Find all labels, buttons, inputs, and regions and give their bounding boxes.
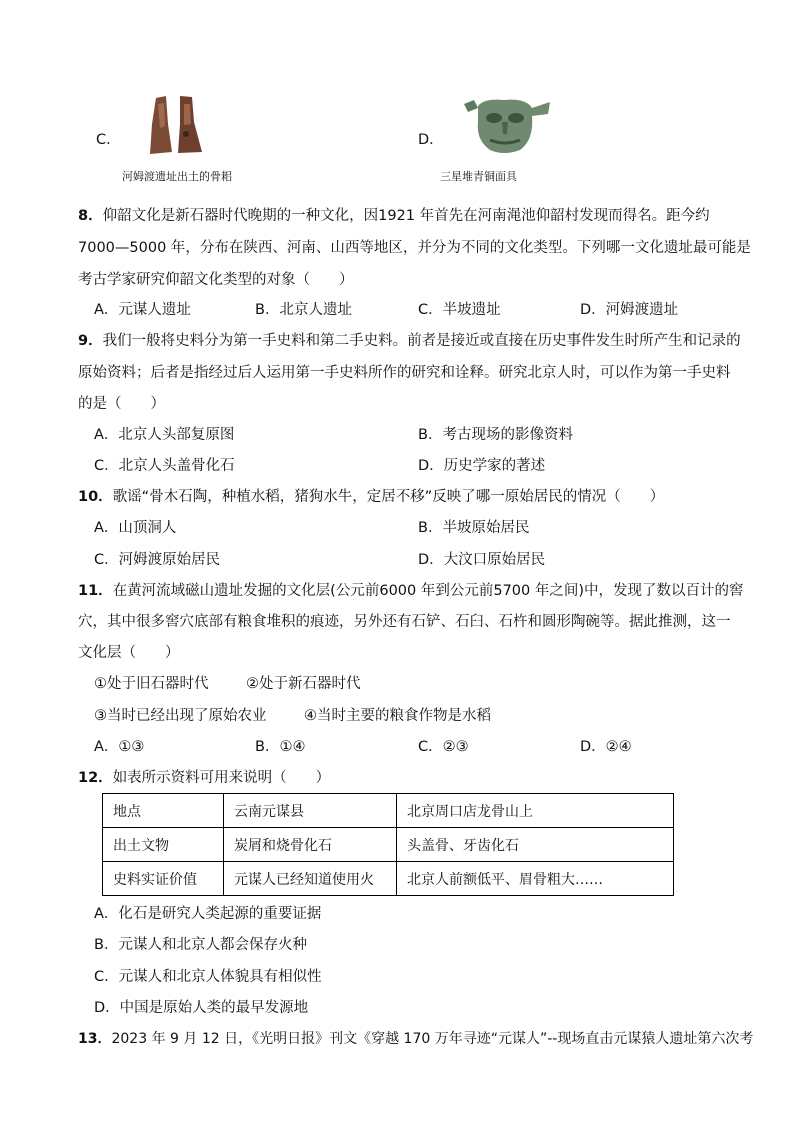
q10-option-a[interactable]: A．山顶洞人 (94, 520, 177, 536)
q11-statement-4: ④当时主要的粮食作物是水稻 (304, 708, 491, 724)
q8-line-3: 考古学家研究仰韶文化类型的对象（ ） (78, 272, 354, 288)
q9-option-b[interactable]: B．考古现场的影像资料 (418, 427, 573, 443)
q10-option-b[interactable]: B．半坡原始居民 (418, 520, 530, 536)
q11-statement-3: ③当时已经出现了原始农业 (94, 708, 267, 724)
bone-spade-caption: 河姆渡遗址出土的骨耜 (122, 170, 232, 183)
table-cell: 出土文物 (103, 828, 224, 862)
table-cell: 地点 (103, 794, 224, 828)
table-cell: 云南元谋县 (224, 794, 397, 828)
q11-statement-2: ②处于新石器时代 (246, 676, 361, 692)
bronze-mask-caption: 三星堆青铜面具 (440, 170, 517, 183)
q9-option-d[interactable]: D．历史学家的著述 (418, 458, 546, 474)
q12-option-a[interactable]: A．化石是研究人类起源的重要证据 (94, 906, 322, 922)
table-cell: 北京周口店龙骨山上 (397, 794, 674, 828)
table-cell: 炭屑和烧骨化石 (224, 828, 397, 862)
table-row (103, 794, 674, 828)
q11-line-3: 文化层（ ） (78, 645, 180, 661)
q8-option-b[interactable]: B．北京人遗址 (255, 302, 352, 318)
table-row (103, 828, 674, 862)
q8-option-a[interactable]: A．元谋人遗址 (94, 302, 191, 318)
q7-option-c-letter: C． (96, 132, 121, 148)
q9-option-a[interactable]: A．北京人头部复原图 (94, 427, 235, 443)
q7-option-d-letter: D． (418, 132, 444, 148)
table-row (103, 862, 674, 896)
q10-option-d[interactable]: D．大汶口原始居民 (418, 552, 546, 568)
q9-line-2: 原始资料；后者是指经过后人运用第一手史料所作的研究和诠释。研究北京人时，可以作为第一手史料 (78, 365, 731, 381)
q9-number: 9． (78, 333, 103, 349)
q13-line-1: 13．2023 年 9 月 12 日，《光明日报》刊文《穿越 170 万年寻迹“元谋人”--现场直击元谋猿人遗址第六次考 (78, 1031, 754, 1047)
q10-number: 10． (78, 489, 113, 505)
table-cell: 北京人前额低平、眉骨粗大…… (397, 862, 674, 896)
q8-line-1: 8．仰韶文化是新石器时代晚期的一种文化，因1921 年首先在河南渑池仰韶村发现而得名。距今约 (78, 208, 710, 224)
q11-option-a[interactable]: A．①③ (94, 739, 145, 755)
bronze-mask-image (460, 92, 552, 158)
q9-line-1: 9．我们一般将史料分为第一手史料和第二手史料。前者是接近或直接在历史事件发生时所产生和记录的 (78, 333, 741, 349)
table-cell: 史料实证价值 (103, 862, 224, 896)
q12-number: 12． (78, 770, 113, 786)
q8-number: 8． (78, 208, 103, 224)
q12-line-1: 12．如表所示资料可用来说明（ ） (78, 770, 331, 786)
q12-option-d[interactable]: D．中国是原始人类的最早发源地 (94, 1000, 309, 1016)
q12-option-b[interactable]: B．元谋人和北京人都会保存火种 (94, 937, 307, 953)
q11-statement-1: ①处于旧石器时代 (94, 676, 209, 692)
q11-line-2: 穴，其中很多窖穴底部有粮食堆积的痕迹，另外还有石铲、石臼、石杵和圆形陶碗等。据此推测，这一 (78, 614, 731, 630)
q11-option-c[interactable]: C．②③ (418, 739, 469, 755)
table-cell: 元谋人已经知道使用火 (224, 862, 397, 896)
table-cell: 头盖骨、牙齿化石 (397, 828, 674, 862)
q13-number: 13． (78, 1031, 112, 1047)
q10-line-1: 10．歌谣“骨木石陶，种植水稻，猪狗水牛，定居不移”反映了哪一原始居民的情况（ ） (78, 489, 665, 505)
q11-line-1: 11．在黄河流域磁山遗址发掘的文化层(公元前6000 年到公元前5700 年之间)中，发现了数以百计的窖 (78, 583, 744, 599)
q8-line-2: 7000—5000 年，分布在陕西、河南、山西等地区，并分为不同的文化类型。下列哪一文化遗址最可能是 (78, 240, 751, 256)
q11-number: 11． (78, 583, 113, 599)
q9-option-c[interactable]: C．北京人头盖骨化石 (94, 458, 235, 474)
q11-option-b[interactable]: B．①④ (255, 739, 306, 755)
q8-option-c[interactable]: C．半坡遗址 (418, 302, 501, 318)
q10-option-c[interactable]: C．河姆渡原始居民 (94, 552, 221, 568)
q12-source-table (102, 793, 674, 896)
q9-line-3: 的是（ ） (78, 396, 165, 412)
q12-option-c[interactable]: C．元谋人和北京人体貌具有相似性 (94, 969, 322, 985)
bone-spade-image (142, 94, 212, 156)
q11-option-d[interactable]: D．②④ (580, 739, 632, 755)
q8-option-d[interactable]: D．河姆渡遗址 (580, 302, 679, 318)
